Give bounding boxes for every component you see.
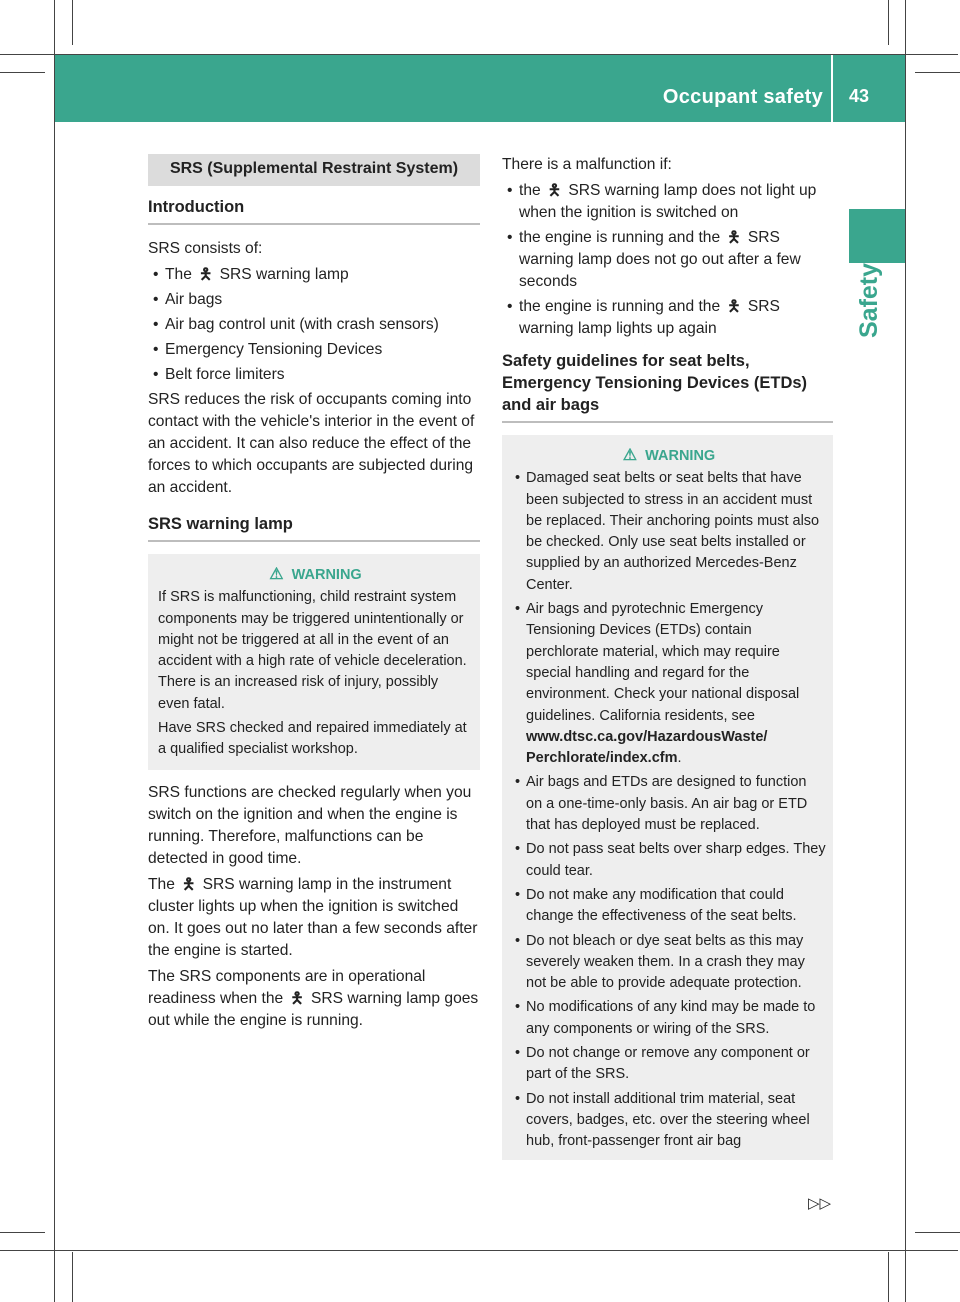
list-item: • the engine is running and the 🯅 SRS warning lamp lights up again bbox=[502, 296, 833, 340]
list-item: • Air bags and ETDs are designed to function on a one-time-only basis. An air bag or ETD that has deployed must be replaced. bbox=[512, 772, 826, 836]
list-item: • Do not pass seat belts over sharp edges. They could tear. bbox=[512, 839, 826, 882]
crop-mark bbox=[54, 0, 55, 1302]
page-title: Occupant safety bbox=[662, 86, 823, 108]
consists-of-text: SRS consists of: bbox=[148, 240, 263, 257]
list-item: • Air bag control unit (with crash sensors) bbox=[148, 314, 480, 336]
list-item: • Do not install additional trim material, seat covers, badges, etc. over the steering wheel hub, front-passenger front air bag bbox=[512, 1089, 826, 1153]
warning-text: Have SRS checked and repaired immediately at a qualified specialist workshop. bbox=[158, 720, 467, 758]
crop-mark bbox=[72, 1252, 73, 1302]
side-tab bbox=[849, 263, 905, 343]
warning-list bbox=[512, 468, 826, 1152]
continued-marker: ▷▷ bbox=[808, 1195, 832, 1212]
lamp-heading: SRS warning lamp bbox=[148, 513, 480, 542]
airbag-warning-icon: 🯅 bbox=[290, 989, 304, 1007]
paragraph: The 🯅 SRS warning lamp in the instrument cluster lights up when the ignition is switched on. It goes out no later than a few seconds after the engine is started. bbox=[148, 875, 478, 959]
crop-mark bbox=[72, 0, 73, 45]
airbag-warning-icon: 🯅 bbox=[727, 298, 741, 315]
section-title: SRS (Supplemental Restraint System) bbox=[148, 154, 480, 186]
intro-heading: Introduction bbox=[148, 196, 480, 225]
side-tab-marker bbox=[849, 209, 905, 263]
list-item: • No modifications of any kind may be made to any components or wiring of the SRS. bbox=[512, 997, 826, 1040]
crop-mark bbox=[0, 72, 45, 73]
list-item: • Air bags bbox=[148, 289, 480, 311]
list-item: • the 🯅 SRS warning lamp does not light up when the ignition is switched on bbox=[502, 180, 833, 224]
airbag-warning-icon: 🯅 bbox=[181, 875, 196, 893]
warning-box bbox=[502, 435, 833, 1160]
malfunction-list bbox=[502, 180, 833, 340]
crop-mark bbox=[888, 1252, 889, 1302]
left-column bbox=[148, 154, 480, 1036]
paragraph: The SRS components are in operational readiness when the 🯅 SRS warning lamp goes out while the engine is running. bbox=[148, 967, 479, 1029]
right-column bbox=[502, 154, 833, 1172]
list-item: • Air bags and pyrotechnic Emergency Tensioning Devices (ETDs) contain perchlorate material, which may require special handling and regard for the environment. Check your national disposal guidelines. California residents, see www.dtsc.ca.gov/HazardousWaste/ Perchlorate/index.cfm. bbox=[512, 599, 826, 769]
srs-components-list bbox=[148, 264, 480, 386]
disposal-url: www.dtsc.ca.gov/HazardousWaste/ Perchlorate/index.cfm bbox=[526, 728, 768, 767]
intro-paragraph: SRS reduces the risk of occupants coming into contact with the vehicle's interior in the event of an accident. It can also reduce the effect of the forces to which occupants are subjected during an accident. bbox=[148, 391, 475, 496]
malfunction-intro: There is a malfunction if: bbox=[502, 156, 672, 173]
list-item: • Do not change or remove any component or part of the SRS. bbox=[512, 1043, 826, 1086]
warning-text: If SRS is malfunctioning, child restraint system components may be triggered unintentionally or might not be triggered at all in the event of an accident with a high rate of vehicle deceleration. There is an increased risk of injury, possibly even fatal. bbox=[158, 589, 467, 712]
paragraph: SRS functions are checked regularly when you switch on the ignition and when the engine is running. Therefore, malfunctions can be detected in good time. bbox=[148, 783, 472, 867]
page-number: 43 bbox=[849, 86, 870, 106]
warning-triangle-icon: ⚠ bbox=[269, 566, 284, 583]
list-item: • Damaged seat belts or seat belts that have been subjected to stress in an accident must be replaced. Their anchoring points must also be checked. Only use seat belts installed or supplied by an authorized Mercedes-Benz Center. bbox=[512, 468, 826, 596]
header-divider bbox=[831, 55, 833, 122]
side-tab-label: Safety bbox=[855, 262, 883, 338]
crop-mark bbox=[0, 1232, 45, 1233]
list-item: • The 🯅 SRS warning lamp bbox=[148, 264, 480, 286]
list-item: • Do not bleach or dye seat belts as this may severely weaken them. In a crash they may not be able to provide adequate protection. bbox=[512, 931, 826, 995]
warning-title: ⚠ WARNING bbox=[158, 564, 473, 586]
guidelines-heading: Safety guidelines for seat belts, Emergency Tensioning Devices (ETDs) and air bags bbox=[502, 350, 833, 423]
warning-triangle-icon: ⚠ bbox=[622, 447, 638, 464]
list-item: • the engine is running and the 🯅 SRS warning lamp does not go out after a few seconds bbox=[502, 227, 833, 293]
crop-mark bbox=[905, 0, 906, 1302]
crop-mark bbox=[888, 0, 889, 45]
airbag-warning-icon: 🯅 bbox=[727, 229, 741, 246]
crop-mark bbox=[915, 1232, 960, 1233]
crop-mark bbox=[915, 72, 960, 73]
warning-box bbox=[148, 554, 480, 770]
airbag-warning-icon: 🯅 bbox=[547, 182, 562, 199]
warning-title: ⚠ WARNING bbox=[512, 445, 826, 467]
list-item: • Emergency Tensioning Devices bbox=[148, 339, 480, 361]
crop-mark bbox=[0, 1250, 958, 1251]
airbag-warning-icon: 🯅 bbox=[198, 266, 213, 283]
list-item: • Belt force limiters bbox=[148, 364, 480, 386]
list-item: • Do not make any modification that could change the effectiveness of the seat belts. bbox=[512, 885, 826, 928]
